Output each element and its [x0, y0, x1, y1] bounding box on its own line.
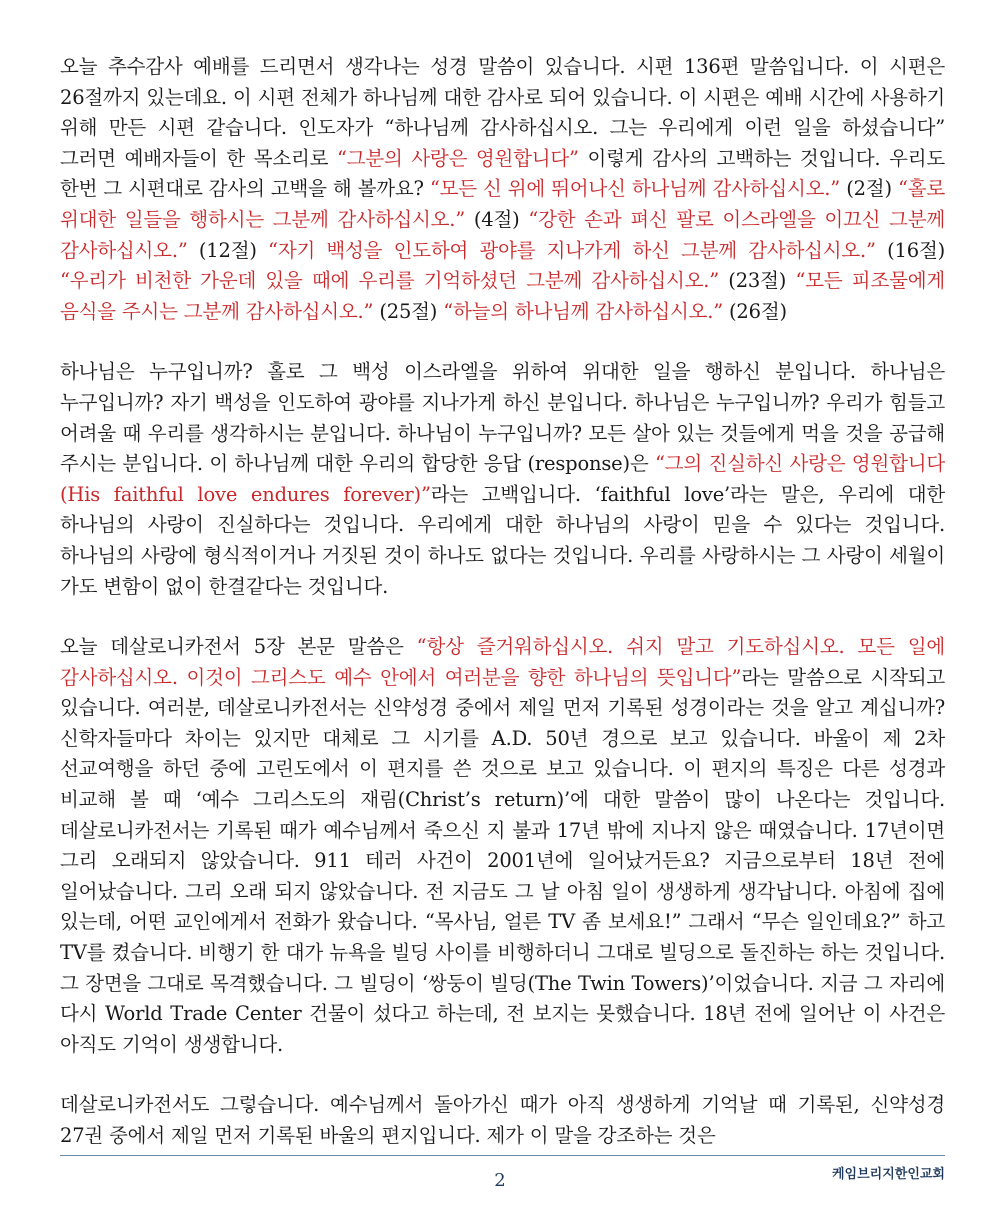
- body-text: (12절): [187, 238, 269, 262]
- body-text: (4절): [465, 207, 529, 231]
- emphasis-quote: “그의 진실하신 사랑은 영원합니다 (His faithful love endures forever)”: [60, 452, 945, 506]
- body-text: (2절): [840, 177, 898, 201]
- paragraph-1: [60, 52, 945, 327]
- footer-divider: [60, 1155, 945, 1156]
- body-text: 데살로니카전서도 그렇습니다. 예수님께서 돌아가신 때가 아직 생생하게 기억날 때 기록된, 신약성경 27권 중에서 제일 먼저 기록된 바울의 편지입니다. 제가 이 말을 강조하는 것은: [60, 1093, 945, 1147]
- body-text: 오늘 데살로니카전서 5장 본문 말씀은: [60, 635, 417, 659]
- body-text: (26절): [723, 299, 787, 323]
- paragraph-3: [60, 632, 945, 1060]
- emphasis-quote: “강한 손과 펴신 팔로 이스라엘을 이끄신 그분께 감사하십시오.”: [60, 207, 946, 262]
- church-name: 케임브리지한인교회: [831, 1167, 945, 1182]
- emphasis-quote: “하늘의 하나님께 감사하십시오.”: [443, 299, 724, 323]
- sermon-body: [60, 52, 945, 1182]
- body-text: 라는 말씀으로 시작되고 있습니다. 여러분, 데살로니카전서는 신약성경 중에서 제일 먼저 기록된 성경이라는 것을 알고 계십니까? 신학자들마다 차이는 있지만 대체로 그 시기를 A.D. 50년 경으로 보고 있습니다. 바울이 제 2차 선교여행을 하던 중에 고린도에서 이 편지를 쓴 것으로 보고 있습니다. 이 편지의 특징은 다른 성경과 비교해 볼 때 ‘예수 그리스도의 재림(Christ’s return)’에 대한 말씀이 많이 나온다는 것입니다. 데살로니카전서는 기록된 때가 예수님께서 죽으신 지 불과 17년 밖에 지나지 않은 때였습니다. 17년이면 그리 오래되지 않았습니다. 911 테러 사건이 2001년에 일어났거든요? 지금으로부터 18년 전에 일어났습니다. 그리 오래 되지 않았습니다. 전 지금도 그 날 아침 일이 생생하게 생각납니다. 아침에 집에 있는데, 어떤 교인에게서 전화가 왔습니다. “목사님, 얼른 TV 좀 보세요!” 그래서 “무슨 일인데요?” 하고 TV를 켰습니다. 비행기 한 대가 뉴욕을 빌딩 사이를 비행하더니 그대로 빌딩으로 돌진하는 하는 것입니다. 그 장면을 그대로 목격했습니다. 그 빌딩이 ‘쌍둥이 빌딩(The Twin Towers)’이었습니다. 지금 그 자리에 다시 World Trade Center 건물이 섰다고 하는데, 전 보지는 못했습니다. 18년 전에 일어난 이 사건은 아직도 기억이 생생합니다.: [60, 665, 945, 1056]
- body-text: 오늘 추수감사 예배를 드리면서 생각나는 성경 말씀이 있습니다. 시편 136편 말씀입니다. 이 시편은 26절까지 있는데요. 이 시편 전체가 하나님께 대한 감사로 되어 있습니다. 이 시편은 예배 시간에 사용하기 위해 만든 시편 같습니다. 인도자가 “하나님께 감사하십시오. 그는 우리에게 이런 일을 하셨습니다” 그러면 예배자들이 한 목소리로: [60, 55, 945, 170]
- body-text: 라는 고백입니다. ‘faithful love’라는 말은, 우리에 대한 하나님의 사랑이 진실하다는 것입니다. 우리에게 대한 하나님의 사랑이 믿을 수 있다는 것입니다. 하나님의 사랑에 형식적이거나 거짓된 것이 하나도 없다는 것입니다. 우리를 사랑하시는 그 사랑이 세월이 가도 변함이 없이 한결같다는 것입니다.: [60, 482, 945, 598]
- body-text: 이렇게 감사의 고백하는 것입니다. 우리도 한번 그 시편대로 감사의 고백을 해 볼까요?: [60, 146, 946, 201]
- page-number: 2: [494, 1170, 506, 1191]
- emphasis-quote: “자기 백성을 인도하여 광야를 지나가게 하신 그분께 감사하십시오.”: [268, 238, 876, 262]
- emphasis-quote: “항상 즐거워하십시오. 쉬지 말고 기도하십시오. 모든 일에 감사하십시오. 이것이 그리스도 예수 안에서 여러분을 향한 하나님의 뜻입니다”: [60, 635, 945, 689]
- emphasis-quote: “홀로 위대한 일들을 행하시는 그분께 감사하십시오.”: [60, 177, 946, 231]
- body-text: (23절): [719, 269, 796, 293]
- body-text: (16절): [875, 238, 945, 262]
- emphasis-quote: “그분의 사랑은 영원합니다”: [336, 146, 579, 170]
- emphasis-quote: “우리가 비천한 가운데 있을 때에 우리를 기억하셨던 그분께 감사하십시오.”: [60, 269, 719, 293]
- paragraph-4: [60, 1090, 945, 1151]
- paragraph-2: [60, 357, 945, 602]
- body-text: 하나님은 누구입니까? 홀로 그 백성 이스라엘을 위하여 위대한 일을 행하신 분입니다. 하나님은 누구입니까? 자기 백성을 인도하여 광야를 지나가게 하신 분입니다. 하나님은 누구입니까? 우리가 힘들고 어려울 때 우리를 생각하시는 분입니다. 하나님이 누구입니까? 모든 살아 있는 것들에게 먹을 것을 공급해 주시는 분입니다. 이 하나님께 대한 우리의 합당한 응답 (response)은: [60, 360, 945, 476]
- body-text: (25절): [373, 299, 444, 323]
- emphasis-quote: “모든 신 위에 뛰어나신 하나님께 감사하십시오.”: [429, 177, 841, 201]
- emphasis-quote: “모든 피조물에게 음식을 주시는 그분께 감사하십시오.”: [60, 269, 945, 323]
